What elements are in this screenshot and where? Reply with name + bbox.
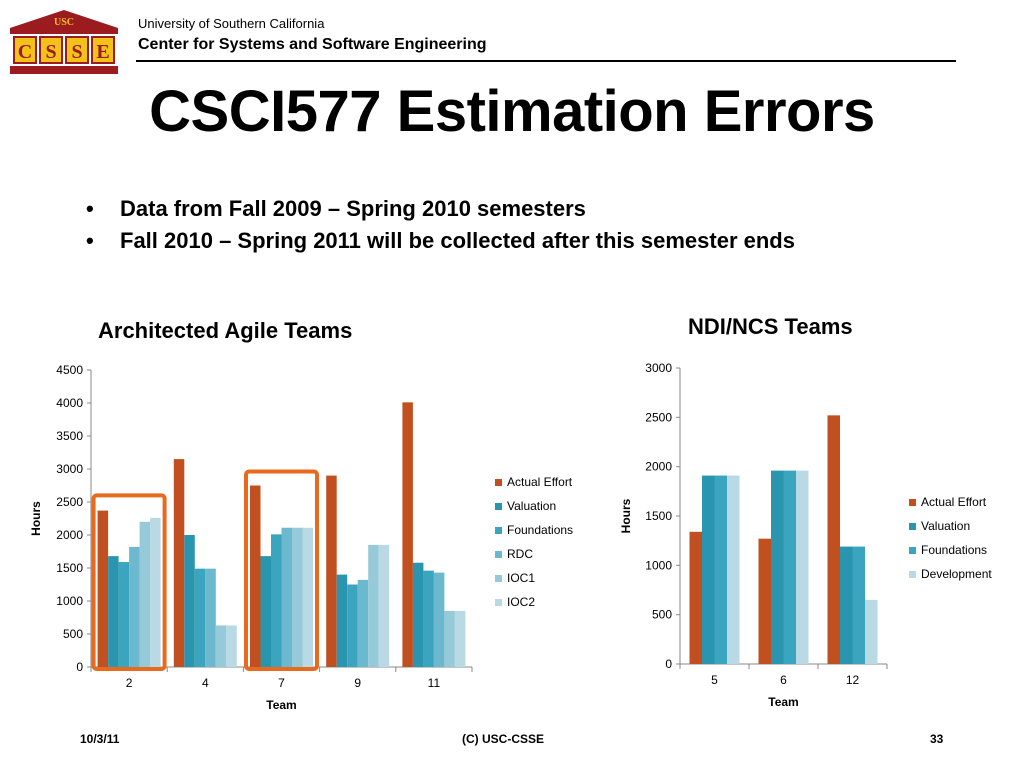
- agile-bar: [455, 611, 466, 667]
- logo-letter: E: [96, 41, 110, 63]
- ndi-legend-label: Development: [921, 567, 992, 581]
- ndi-y-tick-label: 2500: [645, 410, 672, 425]
- agile-y-axis-label: Hours: [29, 501, 43, 536]
- ndi-bar: [853, 547, 866, 664]
- agile-bar: [282, 528, 293, 667]
- logo-usc-text: USC: [53, 17, 75, 28]
- agile-y-tick-label: 4500: [56, 363, 83, 377]
- ndi-bar: [702, 476, 715, 664]
- bullet-item: • Data from Fall 2009 – Spring 2010 semesters: [86, 194, 795, 226]
- ndi-y-tick-label: 3000: [645, 361, 672, 375]
- ndi-bar: [840, 547, 853, 664]
- agile-legend-label: IOC1: [507, 571, 536, 585]
- agile-chart: [29, 363, 573, 712]
- agile-y-tick-label: 1000: [56, 594, 83, 608]
- agile-bar: [216, 625, 227, 667]
- agile-legend-label: Actual Effort: [507, 475, 573, 489]
- bullet-item: • Fall 2010 – Spring 2011 will be collected after this semester ends: [86, 226, 795, 258]
- agile-legend-swatch: [495, 551, 502, 558]
- agile-bar: [129, 547, 140, 667]
- ndi-bar: [759, 539, 772, 664]
- agile-bar: [271, 534, 282, 667]
- agile-bar: [250, 486, 261, 668]
- agile-bar: [140, 522, 151, 667]
- ndi-x-tick-label: 12: [845, 673, 860, 687]
- agile-legend-swatch: [495, 527, 502, 534]
- footer-copyright: (C) USC-CSSE: [462, 732, 545, 746]
- ndi-y-tick-label: 500: [651, 607, 672, 622]
- ndi-y-tick-label: 2000: [645, 459, 672, 474]
- ndi-y-tick-label: 0: [665, 657, 672, 671]
- agile-bar: [413, 563, 424, 667]
- agile-bar: [444, 611, 455, 667]
- agile-x-axis-label: Team: [266, 698, 297, 712]
- ndi-legend-label: Actual Effort: [921, 495, 987, 509]
- agile-y-tick-label: 0: [76, 660, 83, 674]
- agile-bar: [119, 562, 130, 667]
- agile-legend-label: Foundations: [507, 523, 574, 537]
- center-name: Center for Systems and Software Engineering: [138, 36, 487, 53]
- agile-chart-title: Architected Agile Teams: [98, 318, 353, 343]
- ndi-bar: [771, 471, 784, 664]
- ndi-x-tick-label: 5: [711, 673, 718, 687]
- agile-bar: [379, 545, 390, 667]
- ndi-bar: [690, 532, 703, 664]
- agile-x-tick-label: 11: [427, 676, 441, 690]
- agile-legend-label: IOC2: [507, 595, 536, 609]
- agile-legend-label: RDC: [507, 547, 533, 561]
- logo-letter: S: [45, 41, 57, 63]
- agile-legend-swatch: [495, 599, 502, 606]
- agile-legend-label: Valuation: [507, 499, 557, 513]
- agile-bar: [150, 518, 161, 667]
- ndi-legend-swatch: [909, 547, 916, 554]
- ndi-legend-label: Valuation: [921, 519, 971, 533]
- ndi-bar: [727, 476, 740, 664]
- agile-x-tick-label: 9: [354, 676, 362, 690]
- footer-date: 10/3/11: [80, 732, 120, 746]
- agile-bar: [434, 573, 445, 667]
- ndi-y-axis-label: Hours: [619, 498, 633, 534]
- agile-bar: [303, 528, 314, 667]
- ndi-bar: [796, 471, 809, 664]
- ndi-legend-swatch: [909, 499, 916, 506]
- slide-title: CSCI577 Estimation Errors: [149, 79, 875, 144]
- logo-letter: C: [17, 41, 33, 63]
- agile-bar: [292, 528, 303, 667]
- ndi-y-tick-label: 1000: [645, 558, 672, 573]
- agile-x-tick-label: 7: [278, 676, 285, 690]
- agile-legend-swatch: [495, 503, 502, 510]
- agile-y-tick-label: 1500: [56, 561, 83, 575]
- ndi-legend-swatch: [909, 571, 916, 578]
- ndi-bar: [784, 471, 797, 664]
- ndi-chart: [619, 361, 992, 709]
- agile-y-tick-label: 3000: [56, 462, 83, 476]
- ndi-chart-title: NDI/NCS Teams: [688, 314, 853, 339]
- agile-bar: [98, 511, 109, 667]
- agile-x-tick-label: 2: [125, 676, 133, 690]
- agile-y-tick-label: 500: [62, 627, 83, 641]
- agile-y-tick-label: 3500: [56, 429, 83, 443]
- ndi-bar: [715, 476, 728, 664]
- agile-legend-swatch: [495, 479, 502, 486]
- agile-bar: [184, 535, 195, 667]
- agile-bar: [358, 580, 369, 667]
- ndi-legend-label: Foundations: [921, 543, 988, 557]
- agile-bar: [174, 459, 185, 667]
- agile-y-tick-label: 4000: [56, 396, 83, 410]
- agile-bar: [423, 571, 434, 667]
- ndi-y-tick-label: 1500: [645, 509, 672, 523]
- agile-bar: [261, 556, 272, 667]
- ndi-bar: [865, 600, 878, 664]
- agile-bar: [108, 556, 119, 667]
- agile-bar: [195, 569, 206, 667]
- agile-bar: [205, 569, 216, 667]
- agile-legend-swatch: [495, 575, 502, 582]
- ndi-x-tick-label: 6: [780, 673, 787, 687]
- university-name: University of Southern California: [138, 16, 325, 31]
- agile-y-tick-label: 2500: [56, 495, 83, 509]
- agile-x-tick-label: 4: [201, 676, 209, 690]
- agile-bar: [326, 476, 337, 667]
- agile-bar: [337, 575, 348, 667]
- ndi-legend-swatch: [909, 523, 916, 530]
- ndi-bar: [828, 415, 841, 664]
- agile-bar: [226, 625, 237, 667]
- agile-bar: [368, 545, 379, 667]
- ndi-x-axis-label: Team: [768, 695, 799, 709]
- logo-letter: S: [71, 41, 83, 63]
- agile-y-tick-label: 2000: [56, 528, 83, 542]
- footer-page-number: 33: [930, 732, 944, 746]
- agile-bar: [347, 585, 358, 668]
- agile-bar: [402, 402, 413, 667]
